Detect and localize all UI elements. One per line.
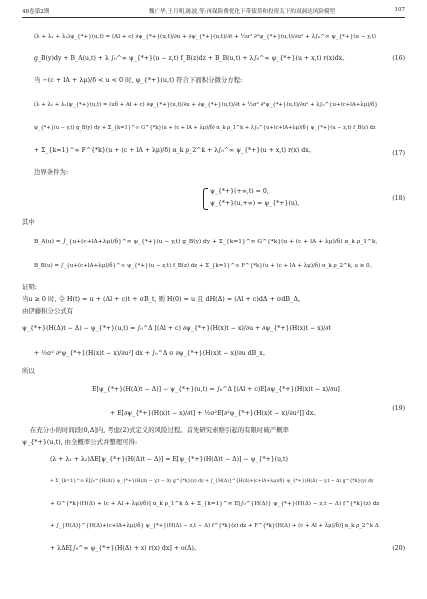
equation-line: + ½σ² ∂²ψ_{*+}(H(x)t − x)/∂u²] dx + ∫₀^Δ σ ∂ψ_{*+}(H(x)t − x)/∂u dB_x。 (34, 350, 269, 357)
equation-line: (λ + λ₁ + λ₂)ψ_{*+}(u,t) = (uδ + Al + c) ∂ψ_{*+}(u,t)/∂u + ∂ψ_{*+}(u,t)/∂t + ½σ² ∂²ψ_{*+}(u,t)/∂u² + λ∫₀^{u+(c+lA+λμ)/δ} (34, 102, 378, 108)
page-number: 107 (394, 7, 405, 13)
header-rule (22, 17, 405, 18)
equation-line: B_B(u) = ∫_{u+(c+lA+λμ)/δ}^∞ ψ_{*+}(u − z,t) f_B(z) dz + Σ_{k=1}^∞ F^{*k}(u + (c + lA + λμ)/δ) α_k ρ_2^k, u ≥ 0。 (34, 263, 376, 269)
equation-number: (18) (392, 195, 405, 202)
equation-number: (16) (392, 55, 405, 62)
equation-line: E[ψ_{*+}(H(Δ)t − Δ)] − ψ_{*+}(u,t) = ∫₀^Δ [(Al + c)E[∂ψ_{*+}(H(x)t − x)/∂u] (92, 386, 340, 393)
equation-line: ψ_{*+}(u,+∞) = ψ_{*+}(u), (210, 200, 300, 207)
equation-line: + E[∂ψ_{*+}(H(x)t − x)/∂t] + ½σ²E[∂²ψ_{*+}(H(x)t − x)/∂u²]] dx。 (110, 410, 320, 417)
equation-line: ψ_{*+}(H(Δ)t − Δ) − ψ_{*+}(u,t) = ∫₀^Δ [(Al + c) ∂ψ_{*+}(H(x)t − x)/∂u + ∂ψ_{*+}(H(x)t − x)/∂t (22, 325, 331, 332)
text-line: 证明: (22, 283, 37, 291)
text-line: 其中 (22, 218, 35, 226)
brace-bracket (203, 188, 208, 210)
text-line: ψ_{*+}(u,t), 由全概率公式并整理可得: (22, 438, 138, 446)
equation-line: g_B(y)dy + B_A(u,t) + λ ∫₀^∞ ψ_{*+}(u − z,t) f_B(z)dz + B_B(u,t) + λ∫₀^∞ ψ_{*+}(u + x,t) r(x)dx。 (34, 55, 349, 62)
text-line: 在充分小的时间段(0,Δ]内, 考虑(2)式定义的风险过程。首先研究索赔引起的有限时破产概率 (30, 426, 289, 434)
text-line: 由伊藤积分公式有 (22, 307, 74, 315)
equation-line: + ∫_{H(Δ)}^{H(Δ)+(c+lA+λμ)/δ} ψ_{*+}(H(Δ) − z,t − Δ) f^{*k}(z) dz + F^{*k}(H(Δ) + (c + Al + λμ)/δ)] α_k ρ_2^k Δ (50, 523, 379, 529)
equation-line: + Σ_{k=1}^∞ F^{*k}(u + (c + lA + λμ)/δ) α_k ρ_2^k + λ∫₀^∞ ψ_{*+}(u + x,t) r(x) dx。 (34, 147, 315, 154)
equation-line: + λΔE[∫₀^∞ ψ_{*+}(H(Δ) + x) r(x) dx] + o(Δ)。 (50, 545, 201, 552)
text-line: 当 −(c + lA + λμ)/δ < u < 0 时, ψ_{*+}(u,t) 符合下面积分微分方程: (34, 76, 243, 84)
equation-line: + Σ_{k=1}^∞ E[∫₀^{H(Δ)} ψ_{*+}(H(Δ) − y,t − Δ) g^{*k}(y) dy + ∫_{H(Δ)}^{H(Δ)+(c+lA+λμ)/δ} ψ_{*+}(H(Δ) − y,t − Δ) g^{*k}(y) dy (50, 479, 374, 484)
equation-line: + G^{*k}(H(Δ) + (c + Al + λμ)/δ)] α_k ρ_1^k Δ + Σ_{k=1}^∞ E[∫₀^{H(Δ)} ψ_{*+}(H(Δ) − z,t − Δ) f^{*k}(z) dz (50, 501, 380, 507)
volume-label: 48卷第2期 (22, 9, 50, 15)
equation-line: ψ_{*+}(+∞,t) = 0, (210, 188, 269, 195)
equation-line: (λ + λ₁ + λ₂)ψ_{*+}(u,t) = (Al + c) ∂ψ_{*+}(u,t)/∂u + ∂ψ_{*+}(u,t)/∂t + ½σ² ∂²ψ_{*+}(u,t)/∂u² + λ∫₀^∞ ψ_{*+}(u − y,t) (34, 34, 376, 40)
equation-number: (17) (392, 150, 405, 157)
running-title: 魏广华,王月明,陈波,等:再保险费优化下带债贷和投资关下的双洞达风险模型 (148, 9, 336, 15)
text-line: 当u ≥ 0 时, 令 H(t) = u + (Al + c)t + σB_t, 则 H(0) = u 且 dH(Δ) = (Al + c)dΔ + σdB_Δ。 (22, 295, 305, 303)
text-line: 边界条件为: (34, 168, 69, 176)
equation-line: B_A(u) = ∫_{u+(c+lA+λμ)/δ}^∞ ψ_{*+}(u − y,t) g_B(y) dy + Σ_{k=1}^∞ G^{*k}(u + (c + lA + λμ)/δ) α_k ρ_1^k, (34, 239, 378, 245)
equation-line: (λ + λ₁ + λ₂)ΔE[ψ_{*+}(H(Δ)t − Δ)] = E[ψ_{*+}(H(Δ)t − Δ)] − ψ_{*+}(u,t) (50, 456, 288, 463)
text-line: 所以 (22, 367, 35, 375)
equation-line: ψ_{*+}(u − y,t) g_B(y) dy + Σ_{k=1}^∞ G^{*k}(u + (c + lA + λμ)/δ) α_k ρ_1^k + λ∫₀^{u+(c+lA+λμ)/δ} ψ_{*+}(u − z,t) f_B(z) dz (34, 125, 376, 131)
equation-number: (19) (392, 405, 405, 412)
equation-number: (20) (392, 545, 405, 552)
